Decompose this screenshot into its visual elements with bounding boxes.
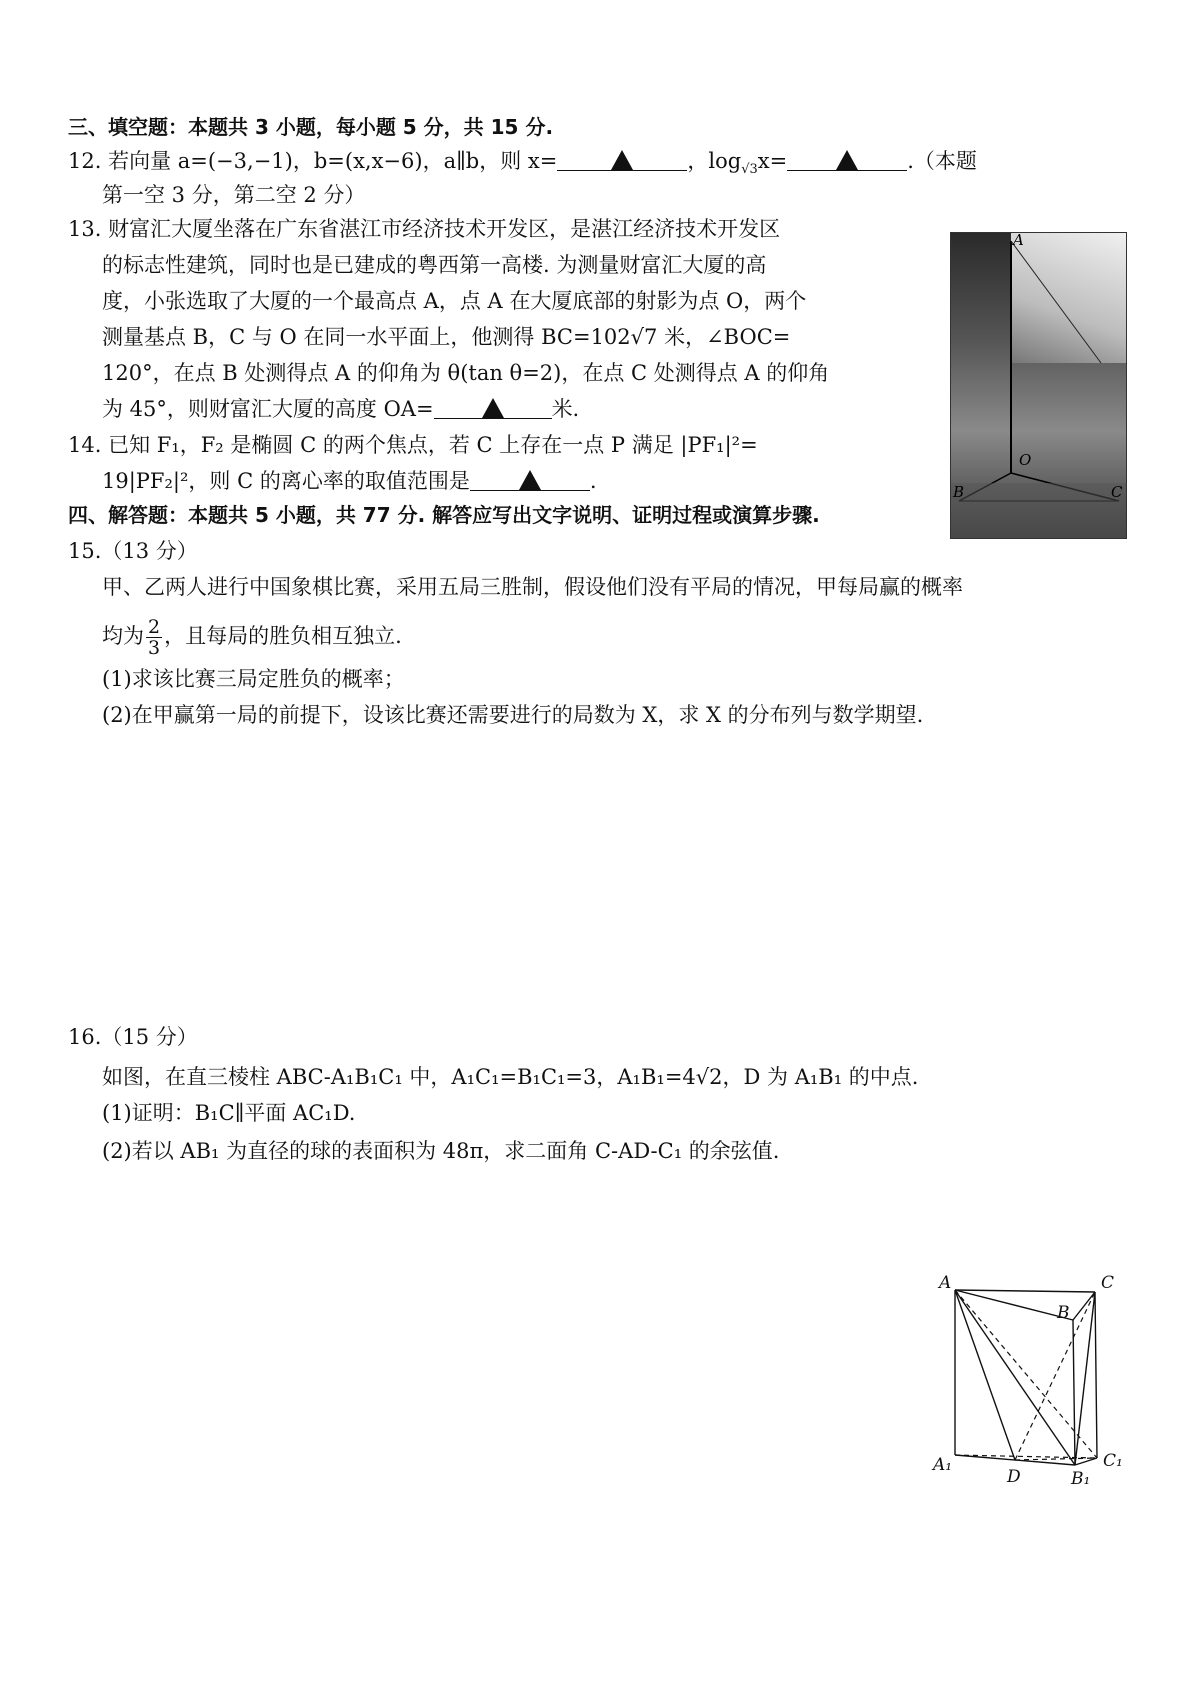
q12-log-text: ，log [687,149,742,173]
q13-unit: 米. [551,397,580,421]
photo-label-a: A [1013,231,1024,249]
question-15-title: 15.（13 分） [68,539,198,563]
question-14-line-1: 14. 已知 F₁，F₂ 是椭圆 C 的两个焦点，若 C 上存在一点 P 满足 |PF₁|²= [68,433,758,457]
q12-prefix: 12. 若向量 [68,149,178,173]
question-15-part-1: (1)求该比赛三局定胜负的概率； [102,667,405,691]
photo-label-o: O [1019,451,1032,469]
triangle-icon [519,470,541,490]
question-16-part-1: (1)证明：B₁C∥平面 AC₁D. [102,1101,356,1125]
q15-suffix: ，且每局的胜负相互独立. [164,624,402,648]
q13-answer-prompt: 为 45°，则财富汇大厦的高度 OA= [102,397,434,421]
section-3-header: 三、填空题：本题共 3 小题，每小题 5 分，共 15 分. [68,115,554,139]
question-13-line-2: 的标志性建筑，同时也是已建成的粤西第一高楼. 为测量财富汇大厦的高 [102,253,767,277]
figure-label-b: B [1057,1303,1070,1323]
probability-fraction [146,617,162,658]
question-13-line-1: 13. 财富汇大厦坐落在广东省湛江市经济技术开发区，是湛江经济技术开发区 [68,217,781,241]
question-15-line-1: 甲、乙两人进行中国象棋比赛，采用五局三胜制，假设他们没有平局的情况，甲每局赢的概率 [102,575,963,599]
figure-label-c1: C₁ [1103,1451,1123,1471]
q15-prefix: 均为 [102,624,144,648]
building-photo [950,232,1127,539]
q14-answer-blank[interactable] [470,466,590,491]
figure-label-d: D [1007,1467,1021,1487]
question-16-title: 16.（15 分） [68,1025,198,1049]
question-16-line-1: 如图，在直三棱柱 ABC-A₁B₁C₁ 中，A₁C₁=B₁C₁=3，A₁B₁=4√2，D 为 A₁B₁ 的中点. [102,1065,919,1089]
photo-overlay-lines [951,233,1126,538]
q13-answer-blank[interactable] [434,394,552,419]
triangle-icon [836,150,858,170]
q12-note-start: .（本题 [907,149,977,173]
q12-log-base: √3 [741,162,758,178]
prism-figure [925,1270,1145,1489]
question-14-line-2 [102,466,597,496]
figure-label-c: C [1101,1273,1115,1293]
q12-log-x: x= [757,149,788,173]
figure-label-a1: A₁ [933,1455,953,1475]
question-12-line-2: 第一空 3 分，第二空 2 分） [102,183,366,207]
q14-end: . [589,469,597,493]
figure-label-b1: B₁ [1071,1469,1091,1489]
fraction-numerator: 2 [148,616,161,638]
triangle-icon [611,150,633,170]
q12-answer-blank-1[interactable] [557,146,687,171]
question-15-line-2 [102,614,402,658]
question-15-part-2: (2)在甲赢第一局的前提下，设该比赛还需要进行的局数为 X，求 X 的分布列与数学期望. [102,703,924,727]
q12-vectors: a=(−3,−1)，b=(x,x−6)，a∥b，则 x= [177,149,558,173]
photo-label-c: C [1111,483,1123,501]
question-13-line-5: 120°，在点 B 处测得点 A 的仰角为 θ(tan θ=2)，在点 C 处测得点 A 的仰角 [102,361,830,385]
q12-answer-blank-2[interactable] [787,146,907,171]
triangle-icon [482,398,504,418]
question-13-line-4: 测量基点 B，C 与 O 在同一水平面上，他测得 BC=102√7 米，∠BOC= [102,325,791,349]
figure-label-a: A [939,1273,952,1293]
fraction-denominator: 3 [148,637,161,659]
photo-label-b: B [953,483,965,501]
section-4-header: 四、解答题：本题共 5 小题，共 77 分. 解答应写出文字说明、证明过程或演算步骤. [68,503,820,527]
question-13-line-6 [102,394,579,424]
question-16-part-2: (2)若以 AB₁ 为直径的球的表面积为 48π，求二面角 C-AD-C₁ 的余弦值. [102,1139,780,1163]
q14-prompt: 19|PF₂|²，则 C 的离心率的取值范围是 [102,469,470,493]
question-13-line-3: 度，小张选取了大厦的一个最高点 A，点 A 在大厦底部的射影为点 O，两个 [102,289,807,313]
